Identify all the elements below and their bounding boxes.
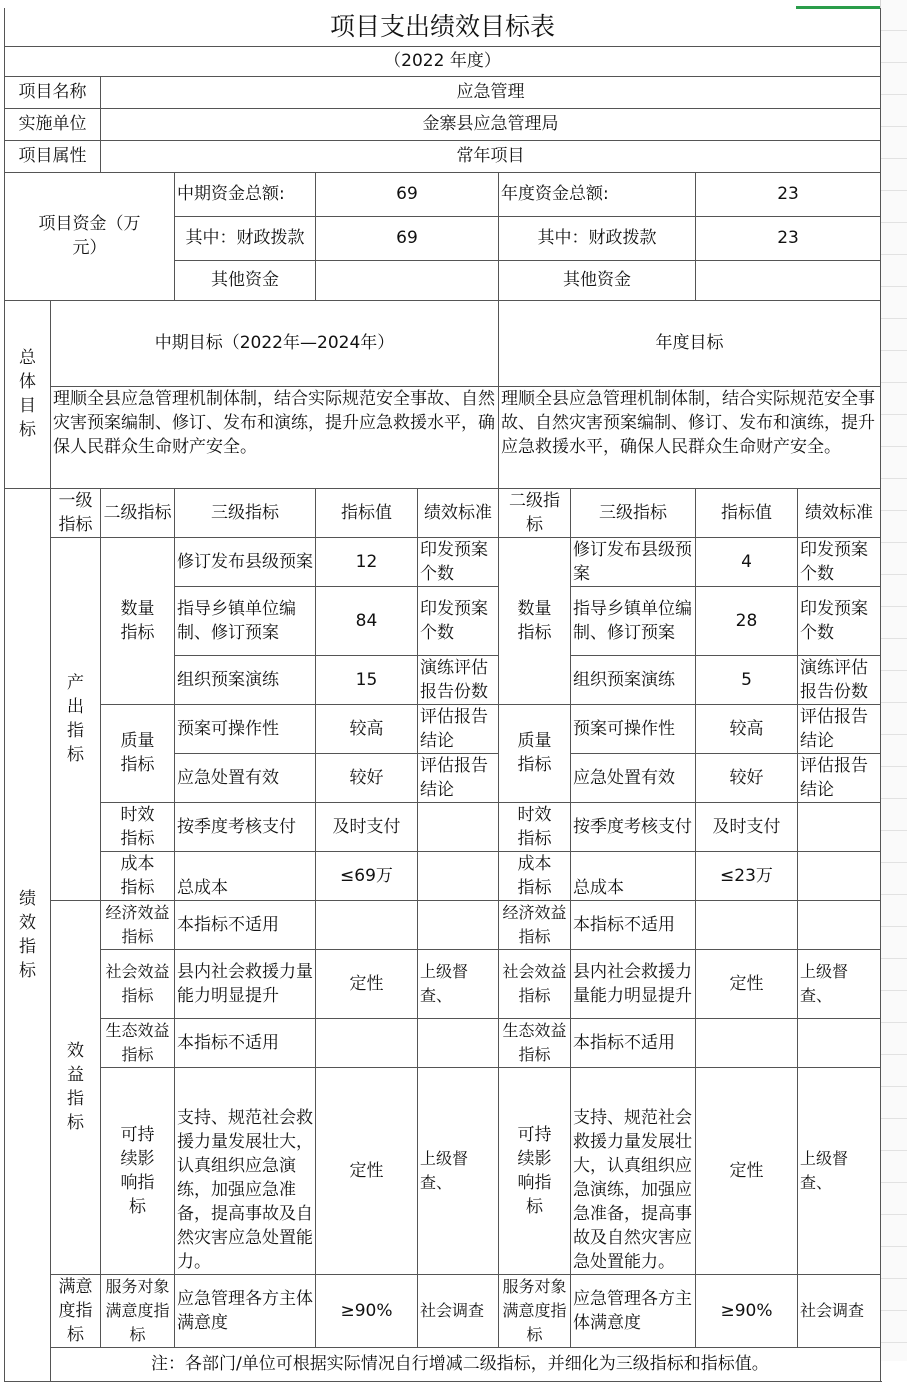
year-value (696, 1018, 798, 1067)
mid-standard: 评估报告结论 (418, 704, 499, 753)
year-level3: 应急处置有效 (571, 753, 696, 802)
gridline (881, 446, 907, 447)
header-standard: 绩效标准 (418, 488, 499, 537)
gridline (881, 1054, 907, 1055)
year-level3: 县内社会救援力量能力明显提升 (571, 949, 696, 1018)
benefit-indicator-label: 效益指标 (51, 900, 101, 1274)
year-value: 及时支付 (696, 802, 798, 851)
time-indicator-label-year: 时效指标 (499, 802, 571, 851)
quality-indicator-label: 质量指标 (101, 704, 175, 802)
unit-label: 实施单位 (5, 108, 101, 140)
year-total-label: 年度资金总额: (499, 172, 696, 216)
mid-standard (418, 1018, 499, 1067)
year-standard: 评估报告结论 (798, 704, 881, 753)
mid-goal-text: 理顺全县应急管理机制体制，结合实际规范安全事故、自然灾害预案编制、修订、发布和演练，提升应急救援水平，确保人民群众生命财产安全。 (51, 386, 499, 488)
year-value: 5 (696, 655, 798, 704)
performance-label: 绩效指标 (5, 488, 51, 1381)
year-standard (798, 851, 881, 900)
year-level3: 本指标不适用 (571, 900, 696, 949)
mid-level3: 修订发布县级预案 (175, 537, 316, 586)
header-value-year: 指标值 (696, 488, 798, 537)
mid-level3: 按季度考核支付 (175, 802, 316, 851)
gridline (881, 638, 907, 639)
year-level3: 总成本 (571, 851, 696, 900)
gridline (881, 254, 907, 255)
mid-goal-header: 中期目标（2022年—2024年） (51, 300, 499, 386)
overall-goal-label: 总体目标 (5, 300, 51, 488)
output-indicator-label: 产出指标 (51, 537, 101, 900)
mid-value: ≤69万 (316, 851, 418, 900)
year-standard (798, 802, 881, 851)
year-standard: 上级督查、 (798, 949, 881, 1018)
project-name-label: 项目名称 (5, 76, 101, 108)
gridline (881, 158, 907, 159)
gridline (881, 94, 907, 95)
gridline (881, 1150, 907, 1151)
quantity-indicator-label-year: 数量指标 (499, 537, 571, 704)
spreadsheet-gridline-column (880, 0, 907, 1361)
year-standard: 社会调查 (798, 1274, 881, 1347)
year-value: 定性 (696, 949, 798, 1018)
gridline (881, 702, 907, 703)
page-title: 项目支出绩效目标表 (5, 8, 881, 46)
mid-level3: 指导乡镇单位编制、修订预案 (175, 586, 316, 655)
gridline (881, 1022, 907, 1023)
gridline (881, 766, 907, 767)
mid-standard (418, 851, 499, 900)
year-level3: 预案可操作性 (571, 704, 696, 753)
quantity-indicator-label: 数量指标 (101, 537, 175, 704)
gridline (881, 1182, 907, 1183)
eco-indicator-label-year: 生态效益指标 (499, 1018, 571, 1067)
year-standard: 上级督查、 (798, 1067, 881, 1274)
gridline (881, 286, 907, 287)
year-fiscal-value: 23 (696, 216, 881, 260)
gridline (881, 126, 907, 127)
year-level3: 应急管理各方主体满意度 (571, 1274, 696, 1347)
gridline (881, 190, 907, 191)
cost-indicator-label: 成本指标 (101, 851, 175, 900)
gridline (881, 990, 907, 991)
mid-standard: 印发预案个数 (418, 586, 499, 655)
mid-fiscal-value: 69 (316, 216, 499, 260)
sustain-indicator-label: 可持续影响指标 (101, 1067, 175, 1274)
mid-value (316, 1018, 418, 1067)
mid-value: ≥90% (316, 1274, 418, 1347)
gridline (881, 1086, 907, 1087)
year-value: 较高 (696, 704, 798, 753)
gridline (881, 478, 907, 479)
gridline (881, 1246, 907, 1247)
year-standard: 演练评估报告份数 (798, 655, 881, 704)
year-standard: 印发预案个数 (798, 586, 881, 655)
table-row (5, 1018, 881, 1067)
gridline (881, 830, 907, 831)
gridline (881, 382, 907, 383)
mid-standard (418, 802, 499, 851)
gridline (881, 670, 907, 671)
footnote: 注：各部门/单位可根据实际情况自行增减二级指标，并细化为三级指标和指标值。 (51, 1347, 881, 1381)
year-goal-text: 理顺全县应急管理机制体制，结合实际规范安全事故、自然灾害预案编制、修订、发布和演练，提升应急救援水平，确保人民群众生命财产安全。 (499, 386, 881, 488)
header-value: 指标值 (316, 488, 418, 537)
service-indicator-label-year: 服务对象满意度指标 (499, 1274, 571, 1347)
mid-fiscal-label: 其中：财政拨款 (175, 216, 316, 260)
social-indicator-label: 社会效益指标 (101, 949, 175, 1018)
year-value: 较好 (696, 753, 798, 802)
gridline (881, 542, 907, 543)
header-level1: 一级指标 (51, 488, 101, 537)
performance-target-table (4, 8, 881, 1382)
table-row (5, 900, 881, 949)
gridline (881, 798, 907, 799)
table-row (5, 704, 881, 753)
gridline (881, 30, 907, 31)
mid-level3: 本指标不适用 (175, 1018, 316, 1067)
gridline (881, 894, 907, 895)
year-standard (798, 900, 881, 949)
gridline (881, 222, 907, 223)
gridline (881, 574, 907, 575)
year-other-label: 其他资金 (499, 260, 696, 300)
mid-standard: 上级督查、 (418, 1067, 499, 1274)
mid-level3: 本指标不适用 (175, 900, 316, 949)
year-value (696, 900, 798, 949)
year-value: ≤23万 (696, 851, 798, 900)
mid-value (316, 900, 418, 949)
mid-standard: 演练评估报告份数 (418, 655, 499, 704)
table-row (5, 1274, 881, 1347)
quality-indicator-label-year: 质量指标 (499, 704, 571, 802)
mid-standard (418, 900, 499, 949)
mid-level3: 应急管理各方主体满意度 (175, 1274, 316, 1347)
economic-indicator-label-year: 经济效益指标 (499, 900, 571, 949)
eco-indicator-label: 生态效益指标 (101, 1018, 175, 1067)
year-value: 定性 (696, 1067, 798, 1274)
year-level3: 指导乡镇单位编制、修订预案 (571, 586, 696, 655)
year-label: （2022 年度） (5, 46, 881, 76)
unit-value: 金寨县应急管理局 (101, 108, 881, 140)
mid-standard: 社会调查 (418, 1274, 499, 1347)
mid-total-label: 中期资金总额: (175, 172, 316, 216)
year-fiscal-label: 其中：财政拨款 (499, 216, 696, 260)
gridline (881, 958, 907, 959)
mid-level3: 组织预案演练 (175, 655, 316, 704)
mid-total-value: 69 (316, 172, 499, 216)
mid-level3: 支持、规范社会救援力量发展壮大，认真组织应急演练，加强应急准备，提高事故及自然灾害应急处置能力。 (175, 1067, 316, 1274)
year-level3: 本指标不适用 (571, 1018, 696, 1067)
year-standard: 评估报告结论 (798, 753, 881, 802)
year-level3: 组织预案演练 (571, 655, 696, 704)
year-goal-header: 年度目标 (499, 300, 881, 386)
gridline (881, 862, 907, 863)
gridline (881, 1118, 907, 1119)
funds-label: 项目资金（万元） (5, 172, 175, 300)
mid-value: 较好 (316, 753, 418, 802)
mid-standard: 上级督查、 (418, 949, 499, 1018)
mid-value: 定性 (316, 949, 418, 1018)
gridline (881, 926, 907, 927)
attribute-value: 常年项目 (101, 140, 881, 172)
gridline (881, 734, 907, 735)
table-row (5, 1067, 881, 1274)
time-indicator-label: 时效指标 (101, 802, 175, 851)
service-indicator-label: 服务对象满意度指标 (101, 1274, 175, 1347)
header-standard-year: 绩效标准 (798, 488, 881, 537)
year-value: 4 (696, 537, 798, 586)
mid-standard: 印发预案个数 (418, 537, 499, 586)
year-standard (798, 1018, 881, 1067)
mid-level3: 总成本 (175, 851, 316, 900)
year-level3: 修订发布县级预案 (571, 537, 696, 586)
gridline (881, 1310, 907, 1311)
table-row (5, 949, 881, 1018)
sustain-indicator-label-year: 可持续影响指标 (499, 1067, 571, 1274)
year-value: ≥90% (696, 1274, 798, 1347)
header-level3-year: 三级指标 (571, 488, 696, 537)
header-level2-year: 二级指标 (499, 488, 571, 537)
year-value: 28 (696, 586, 798, 655)
table-row (5, 851, 881, 900)
mid-other-value (316, 260, 499, 300)
gridline (881, 414, 907, 415)
satisfaction-indicator-label: 满意度指标 (51, 1274, 101, 1347)
mid-level3: 预案可操作性 (175, 704, 316, 753)
table-row (5, 537, 881, 586)
header-level3: 三级指标 (175, 488, 316, 537)
mid-value: 15 (316, 655, 418, 704)
gridline (881, 1278, 907, 1279)
gridline (881, 606, 907, 607)
project-name-value: 应急管理 (101, 76, 881, 108)
social-indicator-label-year: 社会效益指标 (499, 949, 571, 1018)
mid-value: 较高 (316, 704, 418, 753)
year-level3: 按季度考核支付 (571, 802, 696, 851)
year-total-value: 23 (696, 172, 881, 216)
gridline (881, 62, 907, 63)
gridline (881, 510, 907, 511)
header-level2: 二级指标 (101, 488, 175, 537)
mid-level3: 县内社会救援力量能力明显提升 (175, 949, 316, 1018)
year-standard: 印发预案个数 (798, 537, 881, 586)
gridline (881, 1214, 907, 1215)
mid-level3: 应急处置有效 (175, 753, 316, 802)
year-other-value (696, 260, 881, 300)
mid-value: 定性 (316, 1067, 418, 1274)
gridline (881, 350, 907, 351)
mid-value: 及时支付 (316, 802, 418, 851)
gridline (881, 1342, 907, 1343)
mid-value: 12 (316, 537, 418, 586)
mid-value: 84 (316, 586, 418, 655)
economic-indicator-label: 经济效益指标 (101, 900, 175, 949)
table-row (5, 802, 881, 851)
mid-other-label: 其他资金 (175, 260, 316, 300)
performance-target-sheet (4, 8, 881, 1382)
cost-indicator-label-year: 成本指标 (499, 851, 571, 900)
gridline (881, 318, 907, 319)
year-level3: 支持、规范社会救援力量发展壮大，认真组织应急演练，加强应急准备，提高事故及自然灾害应急处置能力。 (571, 1067, 696, 1274)
mid-standard: 评估报告结论 (418, 753, 499, 802)
attribute-label: 项目属性 (5, 140, 101, 172)
